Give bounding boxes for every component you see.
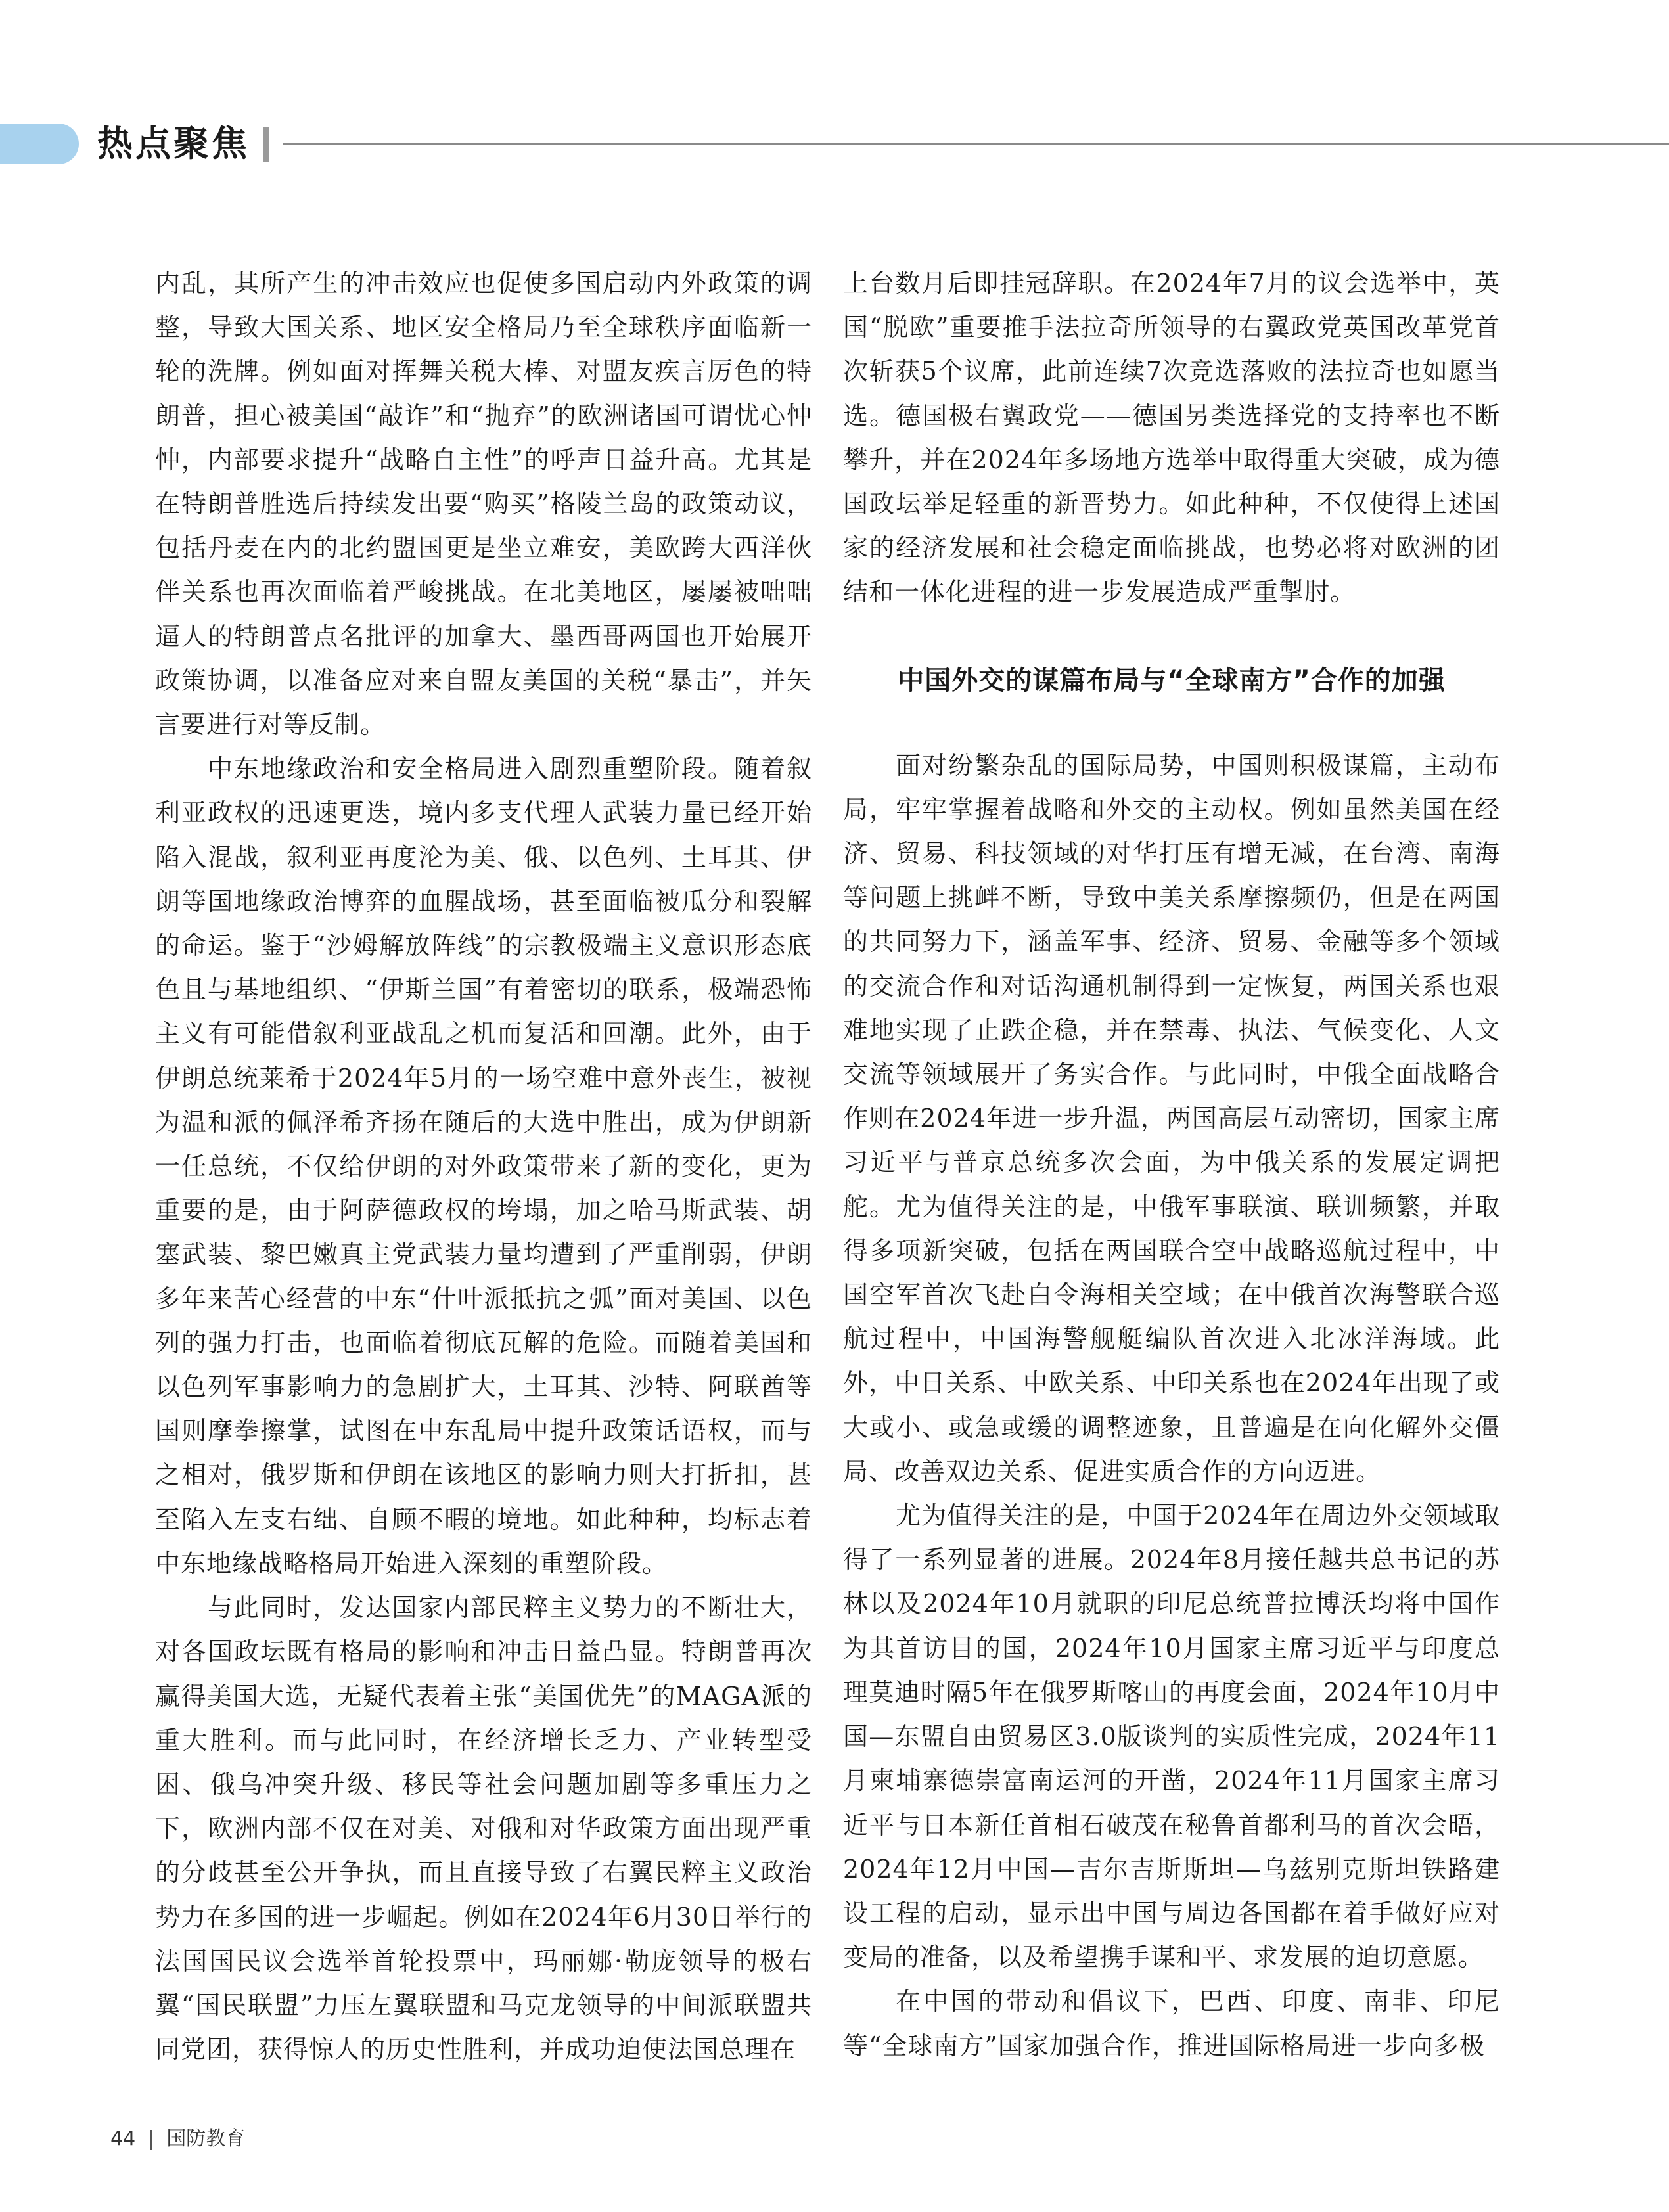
header-accent-tab [0, 124, 79, 164]
page-number: 44 [110, 2127, 136, 2150]
publication-name: 国防教育 [166, 2127, 246, 2150]
paragraph: 上台数月后即挂冠辞职。在2024年7月的议会选举中，英国“脱欧”重要推手法拉奇所领导的右翼政党英国改革党首次斩获5个议席，此前连续7次竞选落败的法拉奇也如愿当选。德国极右翼政党——德国另类选择党的支持率也不断攀升，并在2024年多场地方选举中取得重大突破，成为德国政坛举足轻重的新晋势力。如此种种，不仅使得上述国家的经济发展和社会稳定面临挑战，也势必将对欧洲的团结和一体化进程的进一步发展造成严重掣肘。 [843, 269, 1500, 607]
footer-separator [150, 2130, 152, 2150]
left-column [155, 261, 812, 2071]
page-footer [110, 2121, 245, 2157]
header-rule [283, 143, 1669, 145]
paragraph: 尤为值得关注的是，中国于2024年在周边外交领域取得了一系列显著的进展。2024年8月接任越共总书记的苏林以及2024年10月就职的印尼总统普拉博沃均将中国作为其首访目的国，2024年10月国家主席习近平与印度总理莫迪时隔5年在俄罗斯喀山的再度会面，2024年10月中国—东盟自由贸易区3.0版谈判的实质性完成，2024年11月柬埔寨德崇富南运河的开凿，2024年11月国家主席习近平与日本新任首相石破茂在秘鲁首都利马的首次会晤，2024年12月中国—吉尔吉斯斯坦—乌兹别克斯坦铁路建设工程的启动，显示出中国与周边各国都在着手做好应对变局的准备，以及希望携手谋和平、求发展的迫切意愿。 [843, 1501, 1500, 1972]
right-column [843, 261, 1500, 2068]
section-title: 热点聚焦 [97, 123, 250, 164]
section-heading: 中国外交的谋篇布局与“全球南方”合作的加强 [898, 665, 1446, 696]
paragraph: 内乱，其所产生的冲击效应也促使多国启动内外政策的调整，导致大国关系、地区安全格局乃至全球秩序面临新一轮的洗牌。例如面对挥舞关税大棒、对盟友疾言厉色的特朗普，担心被美国“敲诈”和“抛弃”的欧洲诸国可谓忧心忡忡，内部要求提升“战略自主性”的呼声日益升高。尤其是在特朗普胜选后持续发出要“购买”格陵兰岛的政策动议，包括丹麦在内的北约盟国更是坐立难安，美欧跨大西洋伙伴关系也再次面临着严峻挑战。在北美地区，屡屡被咄咄逼人的特朗普点名批评的加拿大、墨西哥两国也开始展开政策协调，以准备应对来自盟友美国的关税“暴击”，并矢言要进行对等反制。 [155, 269, 812, 740]
paragraph: 在中国的带动和倡议下，巴西、印度、南非、印尼等“全球南方”国家加强合作，推进国际格局进一步向多极 [843, 1987, 1500, 2060]
paragraph: 面对纷繁杂乱的国际局势，中国则积极谋篇，主动布局，牢牢掌握着战略和外交的主动权。例如虽然美国在经济、贸易、科技领域的对华打压有增无减，在台湾、南海等问题上挑衅不断，导致中美关系摩擦频仍，但是在两国的共同努力下，涵盖军事、经济、贸易、金融等多个领域的交流合作和对话沟通机制得到一定恢复，两国关系也艰难地实现了止跌企稳，并在禁毒、执法、气候变化、人文交流等领域展开了务实合作。与此同时，中俄全面战略合作则在2024年进一步升温，两国高层互动密切，国家主席习近平与普京总统多次会面，为中俄关系的发展定调把舵。尤为值得关注的是，中俄军事联演、联训频繁，并取得多项新突破，包括在两国联合空中战略巡航过程中，中国空军首次飞赴白令海相关空域；在中俄首次海警联合巡航过程中，中国海警舰艇编队首次进入北冰洋海域。此外，中日关系、中欧关系、中印关系也在2024年出现了或大或小、或急或缓的调整迹象，且普遍是在向化解外交僵局、改善双边关系、促进实质合作的方向迈进。 [843, 750, 1500, 1486]
paragraph: 与此同时，发达国家内部民粹主义势力的不断壮大，对各国政坛既有格局的影响和冲击日益凸显。特朗普再次赢得美国大选，无疑代表着主张“美国优先”的MAGA派的重大胜利。而与此同时，在经济增长乏力、产业转型受困、俄乌冲突升级、移民等社会问题加剧等多重压力之下，欧洲内部不仅在对美、对俄和对华政策方面出现严重的分歧甚至公开争执，而且直接导致了右翼民粹主义政治势力在多国的进一步崛起。例如在2024年6月30日举行的法国国民议会选举首轮投票中，玛丽娜·勒庞领导的极右翼“国民联盟”力压左翼联盟和马克龙领导的中间派联盟共同党团，获得惊人的历史性胜利，并成功迫使法国总理在 [155, 1593, 812, 2064]
header-divider-bar [263, 127, 269, 162]
paragraph: 中东地缘政治和安全格局进入剧烈重塑阶段。随着叙利亚政权的迅速更迭，境内多支代理人武装力量已经开始陷入混战，叙利亚再度沦为美、俄、以色列、土耳其、伊朗等国地缘政治博弈的血腥战场，甚至面临被瓜分和裂解的命运。鉴于“沙姆解放阵线”的宗教极端主义意识形态底色且与基地组织、“伊斯兰国”有着密切的联系，极端恐怖主义有可能借叙利亚战乱之机而复活和回潮。此外，由于伊朗总统莱希于2024年5月的一场空难中意外丧生，被视为温和派的佩泽希齐扬在随后的大选中胜出，成为伊朗新一任总统，不仅给伊朗的对外政策带来了新的变化，更为重要的是，由于阿萨德政权的垮塌，加之哈马斯武装、胡塞武装、黎巴嫩真主党武装力量均遭到了严重削弱，伊朗多年来苦心经营的中东“什叶派抵抗之弧”面对美国、以色列的强力打击，也面临着彻底瓦解的危险。而随着美国和以色列军事影响力的急剧扩大，土耳其、沙特、阿联酋等国则摩拳擦掌，试图在中东乱局中提升政策话语权，而与之相对，俄罗斯和伊朗在该地区的影响力则大打折扣，甚至陷入左支右绌、自顾不暇的境地。如此种种，均标志着中东地缘战略格局开始进入深刻的重塑阶段。 [155, 754, 812, 1578]
